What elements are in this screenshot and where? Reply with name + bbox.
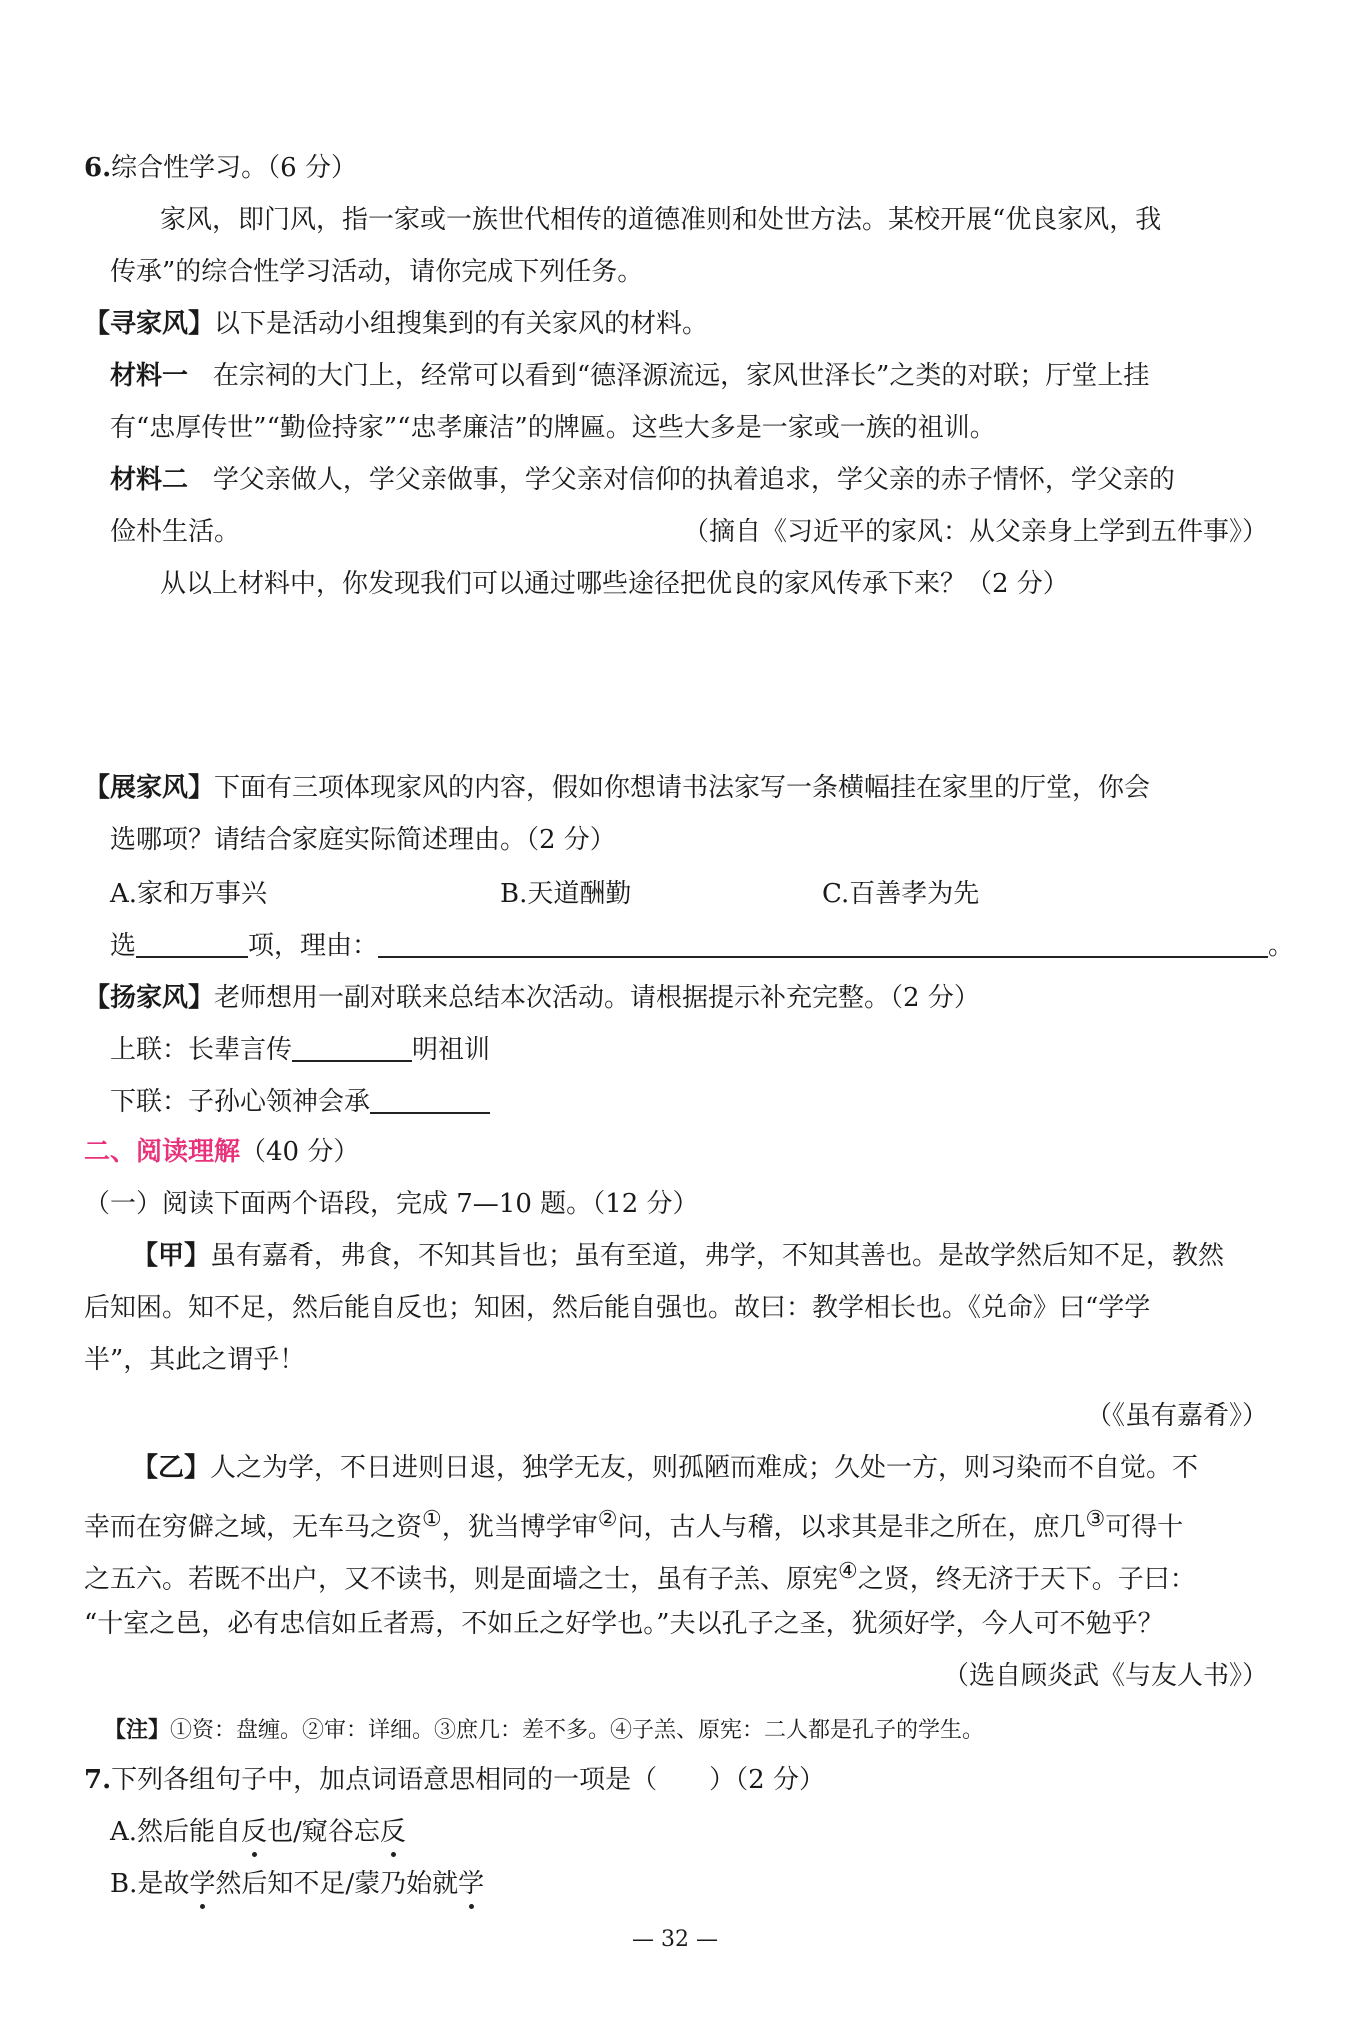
passage-yi-source: （选自顾炎武《与友人书》）: [942, 1661, 1268, 1691]
material-2-source: （摘自《习近平的家风：从父亲身上学到五件事》）: [682, 517, 1268, 547]
upper-couplet: [0, 1032, 1350, 1068]
zhan-jiafeng-text: 下面有三项体现家风的内容，假如你想请书法家写一条横幅挂在家里的厅堂，你会: [214, 773, 1151, 803]
passage-yi-tag: 【乙】: [132, 1453, 211, 1483]
annotation-tag: 【注】: [104, 1717, 171, 1743]
xun-jiafeng-text: 以下是活动小组搜集到的有关家风的材料。: [214, 309, 709, 339]
upper-couplet-end: 明祖训: [412, 1035, 491, 1065]
xun-question: 从以上材料中，你发现我们可以通过哪些途径把优良的家风传承下来？（2 分）: [160, 569, 1069, 599]
passage-yi-text: 幸而在穷僻之域，无车马之资: [84, 1512, 423, 1543]
reading-1-instruction: （一）阅读下面两个语段，完成 7—10 题。（12 分）: [84, 1189, 699, 1219]
zhan-jiafeng-line: 选哪项？请结合家庭实际简述理由。（2 分）: [110, 825, 616, 855]
passage-yi-line: 人之为学，不日进则日退，独学无友，则孤陋而难成；久处一方，则习染而不自觉。不: [210, 1453, 1199, 1483]
upper-couplet-blank[interactable]: [292, 1034, 412, 1062]
annotation-text: ①资：盘缠。②审：详细。③庶几：差不多。④子羔、原宪：二人都是孔子的学生。: [170, 1718, 985, 1743]
passage-jia: [0, 1238, 1350, 1274]
footnote-marker: ④: [838, 1559, 858, 1584]
choose-end: 。: [1268, 931, 1295, 961]
passage-jia-tag: 【甲】: [132, 1241, 211, 1271]
passage-jia-line: 虽有嘉肴，弗食，不知其旨也；虽有至道，弗学，不知其善也。是故学然后知不足，教然: [210, 1241, 1225, 1271]
choose-prefix: 选: [110, 931, 137, 961]
section-2-score: （40 分）: [240, 1137, 360, 1167]
q7-number: 7.: [84, 1765, 112, 1795]
yang-jiafeng-tag: 【扬家风】: [84, 983, 215, 1013]
dotted-word: 反: [379, 1817, 406, 1847]
q7-option-a: [0, 1814, 1350, 1850]
passage-yi-text: 问，古人与稽，以求其是非之所在，庶几: [617, 1512, 1086, 1543]
passage-jia-line: 后知困。知不足，然后能自反也；知困，然后能自强也。故曰：教学相长也。《兑命》曰“学学: [84, 1293, 1151, 1323]
q7-option-text: 也/窥谷忘: [267, 1817, 380, 1847]
option-c: C.百善孝为先: [822, 879, 980, 909]
lower-couplet: [0, 1084, 1350, 1120]
q7-option-text: 然后知不足/蒙乃始就: [215, 1869, 459, 1899]
material-2-tag: 材料二: [110, 465, 189, 495]
footnote-marker: ②: [597, 1507, 618, 1532]
passage-yi-line: [0, 1502, 1350, 1546]
passage-yi-text: ，犹当博学审: [441, 1512, 598, 1543]
dotted-word: 学: [458, 1869, 485, 1899]
lower-couplet-text: 下联：子孙心领神会承: [110, 1087, 371, 1117]
material-1-line: 有“忠厚传世”“勤俭持家”“忠孝廉洁”的牌匾。这些大多是一家或一族的祖训。: [110, 413, 996, 443]
lower-couplet-blank[interactable]: [370, 1086, 490, 1114]
choose-mid: 项，理由：: [248, 931, 379, 961]
choice-blank[interactable]: [136, 930, 248, 958]
section-2-title: 二、阅读理解: [84, 1137, 241, 1167]
material-1-tag: 材料一: [110, 361, 189, 391]
material-1-text: 在宗祠的大门上，经常可以看到“德泽源流远，家风世泽长”之类的对联；厅堂上挂: [212, 361, 1150, 391]
material-2-line: 俭朴生活。: [110, 517, 241, 547]
q6-intro-line: 传承”的综合性学习活动，请你完成下列任务。: [110, 257, 644, 287]
xun-jiafeng-tag: 【寻家风】: [84, 309, 215, 339]
yang-jiafeng-task: [0, 980, 1350, 1016]
passage-yi-text: 可得十: [1105, 1512, 1184, 1543]
reason-blank[interactable]: [378, 930, 1268, 958]
q7-option-b: [0, 1866, 1350, 1902]
passage-yi-text: 之贤，终无济于天下。子曰：: [857, 1564, 1196, 1595]
q7-title: [0, 1762, 1350, 1798]
q6-title: [0, 150, 1350, 186]
zhan-jiafeng-tag: 【展家风】: [84, 773, 215, 803]
option-a: A.家和万事兴: [110, 879, 268, 909]
material-1: [0, 358, 1350, 394]
page-number: — 32 —: [632, 1927, 718, 1952]
xun-jiafeng-task: [0, 306, 1350, 342]
passage-yi-line: [0, 1554, 1350, 1598]
q7-option-text: A.然后能自: [110, 1817, 242, 1847]
zhan-jiafeng-task: [0, 770, 1350, 806]
q7-text: 下列各组句子中，加点词语意思相同的一项是（ ）（2 分）: [111, 1765, 825, 1795]
dotted-word: 学: [189, 1869, 216, 1899]
footnote-marker: ③: [1085, 1507, 1106, 1532]
footnote-marker: ①: [422, 1507, 442, 1532]
material-2-text: 学父亲做人，学父亲做事，学父亲对信仰的执着追求，学父亲的赤子情怀，学父亲的: [212, 465, 1175, 495]
passage-yi-text: 之五六。若既不出户，又不读书，则是面墙之士，虽有子羔、原宪: [84, 1564, 839, 1595]
q6-intro-line: 家风，即门风，指一家或一族世代相传的道德准则和处世方法。某校开展“优良家风，我: [160, 205, 1162, 235]
yang-jiafeng-text: 老师想用一副对联来总结本次活动。请根据提示补充完整。（2 分）: [214, 983, 980, 1013]
choose-line: [0, 928, 1350, 964]
passage-jia-line: 半”，其此之谓乎！: [84, 1345, 306, 1375]
passage-yi-line: “十室之邑，必有忠信如丘者焉，不如丘之好学也。”夫以孔子之圣，犹须好学，今人可不勉乎？: [84, 1609, 1164, 1639]
dotted-word: 反: [241, 1817, 268, 1847]
section-2-heading: [0, 1134, 1350, 1170]
annotation: [0, 1712, 1350, 1749]
upper-couplet-text: 上联：长辈言传: [110, 1035, 293, 1065]
passage-jia-source: （《虽有嘉肴》）: [1085, 1401, 1268, 1431]
option-b: B.天道酬勤: [500, 879, 632, 909]
material-2: [0, 462, 1350, 498]
q6-title-text: 综合性学习。（6 分）: [111, 153, 357, 183]
q6-number: 6.: [84, 153, 112, 183]
q7-option-text: B.是故: [110, 1869, 190, 1899]
passage-yi: [0, 1450, 1350, 1486]
